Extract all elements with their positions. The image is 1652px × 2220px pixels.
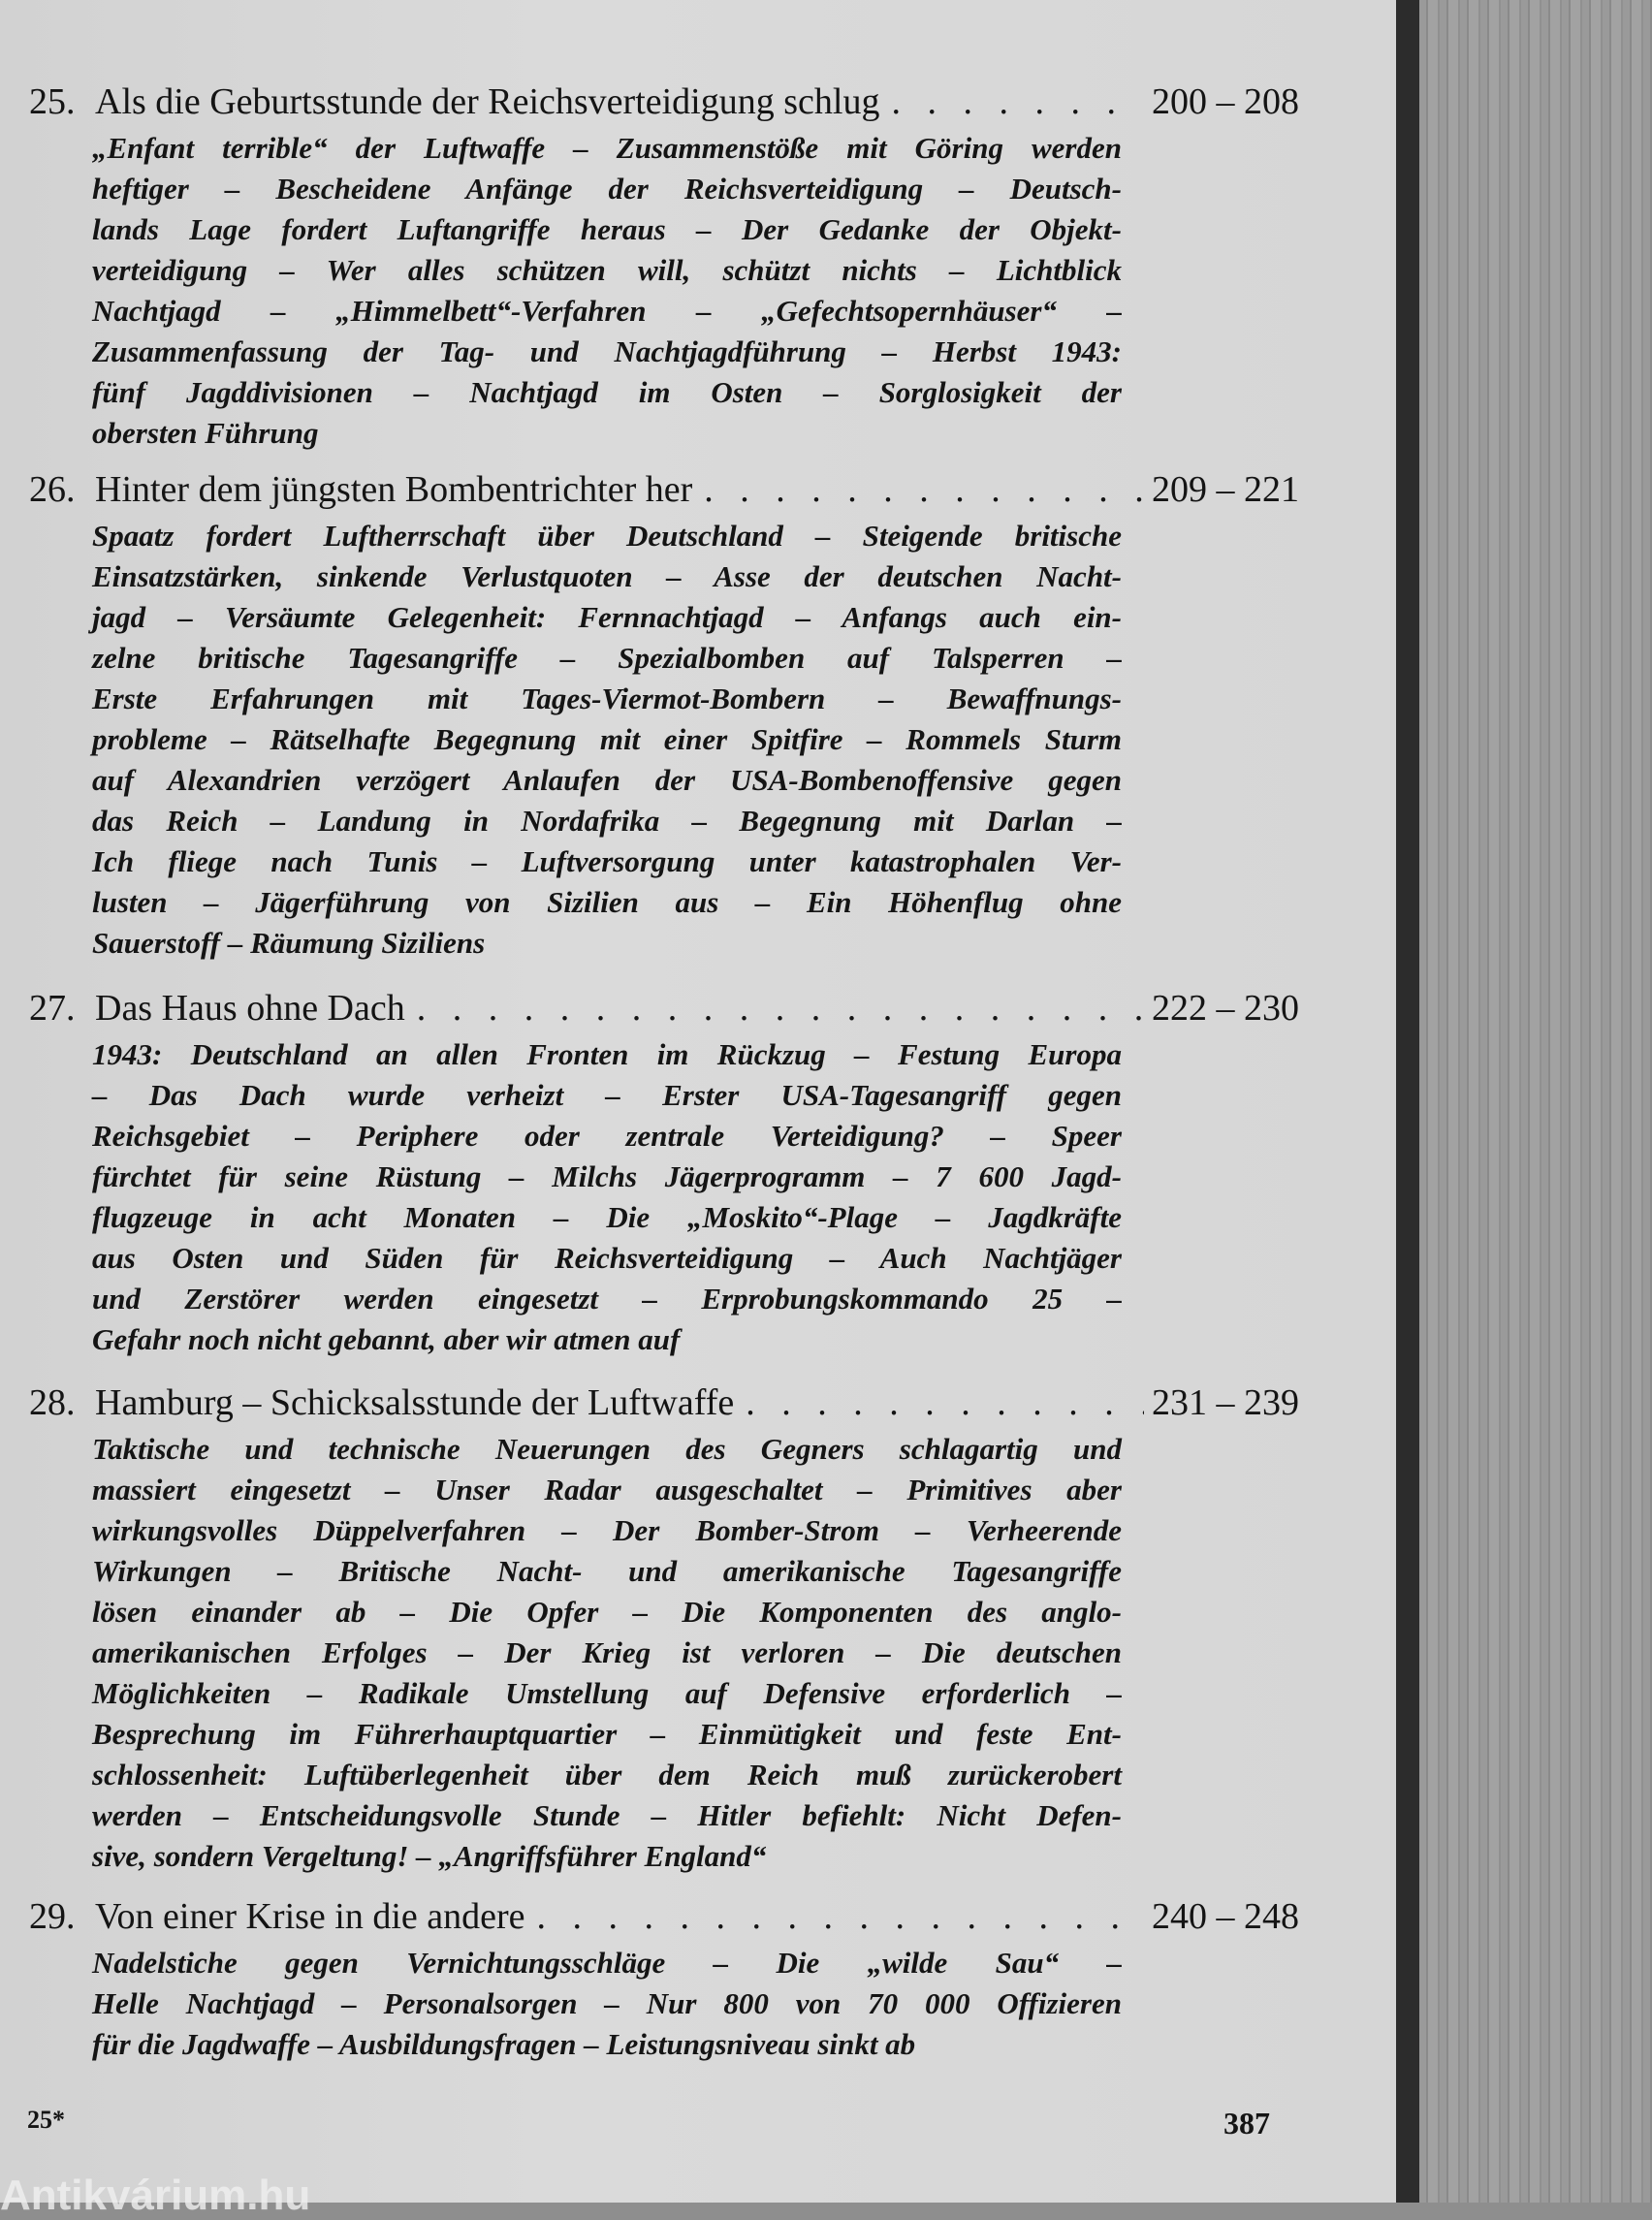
chapter-title: Hinter dem jüngsten Bombentrichter her <box>95 469 693 510</box>
summary-line: amerikanischen Erfolges – Der Krieg ist verloren – Die deutschen <box>92 1635 1122 1669</box>
summary-line: „Enfant terrible“ der Luftwaffe – Zusammenstöße mit Göring werden <box>92 131 1122 165</box>
summary-line: Nadelstiche gegen Vernichtungsschläge – Die „wilde Sau“ – <box>92 1946 1122 1980</box>
page-range: 209 – 221 <box>1152 469 1299 510</box>
chapter-number: 25. <box>29 81 76 122</box>
summary-line: Wirkungen – Britische Nacht- und amerikanische Tagesangriffe <box>92 1554 1122 1588</box>
summary-line: wirkungsvolles Düppelverfahren – Der Bomber-Strom – Verheerende <box>92 1513 1122 1547</box>
summary-line: Einsatzstärken, sinkende Verlustquoten – Asse der deutschen Nacht- <box>92 559 1122 593</box>
dot-leader <box>405 984 1144 1032</box>
summary-line: Zusammenfassung der Tag- und Nachtjagdführung – Herbst 1943: <box>92 334 1122 368</box>
chapter-number: 27. <box>29 988 76 1029</box>
entry-heading <box>0 1892 1299 1941</box>
dot-leader <box>525 1892 1144 1941</box>
chapter-number: 28. <box>29 1382 76 1423</box>
summary-line: werden – Entscheidungsvolle Stunde – Hitler befiehlt: Nicht Defen- <box>92 1798 1122 1832</box>
chapter-title: Als die Geburtsstunde der Reichsverteidigung schlug <box>95 81 880 122</box>
summary-line: und Zerstörer werden eingesetzt – Erprobungskommando 25 – <box>92 1282 1122 1316</box>
chapter-summary <box>92 1034 1122 1360</box>
watermark: Antikvárium.hu <box>0 2172 311 2219</box>
summary-line: lösen einander ab – Die Opfer – Die Komponenten des anglo- <box>92 1595 1122 1629</box>
summary-line: Taktische und technische Neuerungen des Gegners schlagartig und <box>92 1432 1122 1466</box>
summary-line: aus Osten und Süden für Reichsverteidigung – Auch Nachtjäger <box>92 1241 1122 1275</box>
entry-heading <box>0 465 1299 514</box>
entry-heading <box>0 984 1299 1032</box>
summary-line: flugzeuge in acht Monaten – Die „Moskito“-Plage – Jagdkräfte <box>92 1200 1122 1234</box>
chapter-title: Hamburg – Schicksalsstunde der Luftwaffe <box>95 1382 735 1423</box>
summary-line: Reichsgebiet – Periphere oder zentrale Verteidigung? – Speer <box>92 1119 1122 1153</box>
dot-leader <box>734 1379 1144 1427</box>
summary-line: für die Jagdwaffe – Ausbildungsfragen – Leistungsniveau sinkt ab <box>92 2027 916 2061</box>
page-range: 231 – 239 <box>1152 1382 1299 1423</box>
summary-line: zelne britische Tagesangriffe – Spezialbomben auf Talsperren – <box>92 641 1122 675</box>
signature-mark: 25* <box>27 2106 65 2134</box>
chapter-summary <box>92 1429 1122 1877</box>
chapter-title: Von einer Krise in die andere <box>95 1896 525 1937</box>
chapter-summary <box>92 516 1122 964</box>
summary-line: massiert eingesetzt – Unser Radar ausgeschaltet – Primitives aber <box>92 1473 1122 1506</box>
summary-line: schlossenheit: Luftüberlegenheit über dem Reich muß zurückerobert <box>92 1758 1122 1792</box>
summary-line: Möglichkeiten – Radikale Umstellung auf Defensive erforderlich – <box>92 1676 1122 1710</box>
entry-heading <box>0 1379 1299 1427</box>
page-range: 222 – 230 <box>1152 988 1299 1029</box>
summary-line: probleme – Rätselhafte Begegnung mit einer Spitfire – Rommels Sturm <box>92 722 1122 756</box>
background-surface <box>1419 0 1652 2203</box>
summary-line: das Reich – Landung in Nordafrika – Begegnung mit Darlan – <box>92 804 1122 838</box>
summary-line: Nachtjagd – „Himmelbett“-Verfahren – „Gefechtsopernhäuser“ – <box>92 294 1122 328</box>
dot-leader <box>879 78 1144 126</box>
summary-line: 1943: Deutschland an allen Fronten im Rückzug – Festung Europa <box>92 1037 1122 1071</box>
summary-line: obersten Führung <box>92 416 319 450</box>
page-number: 387 <box>1223 2106 1270 2141</box>
chapter-title: Das Haus ohne Dach <box>95 988 405 1029</box>
summary-line: lusten – Jägerführung von Sizilien aus – Ein Höhenflug ohne <box>92 885 1122 919</box>
summary-line: fünf Jagddivisionen – Nachtjagd im Osten – Sorglosigkeit der <box>92 375 1122 409</box>
dot-leader <box>692 465 1144 514</box>
summary-line: Besprechung im Führerhauptquartier – Einmütigkeit und feste Ent- <box>92 1717 1122 1751</box>
entry-heading <box>0 78 1299 126</box>
chapter-number: 26. <box>29 469 76 510</box>
summary-line: Spaatz fordert Luftherrschaft über Deutschland – Steigende britische <box>92 519 1122 553</box>
summary-line: Erste Erfahrungen mit Tages-Viermot-Bombern – Bewaffnungs- <box>92 682 1122 715</box>
summary-line: Helle Nachtjagd – Personalsorgen – Nur 800 von 70 000 Offizieren <box>92 1986 1122 2020</box>
summary-line: Gefahr noch nicht gebannt, aber wir atmen auf <box>92 1322 681 1356</box>
summary-line: sive, sondern Vergeltung! – „Angriffsführer England“ <box>92 1839 767 1873</box>
summary-line: fürchtet für seine Rüstung – Milchs Jägerprogramm – 7 600 Jagd- <box>92 1159 1122 1193</box>
summary-line: jagd – Versäumte Gelegenheit: Fernnachtjagd – Anfangs auch ein- <box>92 600 1122 634</box>
summary-line: heftiger – Bescheidene Anfänge der Reichsverteidigung – Deutsch- <box>92 172 1122 206</box>
chapter-summary <box>92 1943 1122 2065</box>
chapter-summary <box>92 128 1122 454</box>
page-range: 240 – 248 <box>1152 1896 1299 1937</box>
page-edge <box>1396 0 1419 2203</box>
summary-line: lands Lage fordert Luftangriffe heraus – Der Gedanke der Objekt- <box>92 212 1122 246</box>
summary-line: Sauerstoff – Räumung Siziliens <box>92 926 486 960</box>
summary-line: auf Alexandrien verzögert Anlaufen der USA-Bombenoffensive gegen <box>92 763 1122 797</box>
summary-line: – Das Dach wurde verheizt – Erster USA-Tagesangriff gegen <box>92 1078 1122 1112</box>
chapter-number: 29. <box>29 1896 76 1937</box>
summary-line: Ich fliege nach Tunis – Luftversorgung unter katastrophalen Ver- <box>92 844 1122 878</box>
page-range: 200 – 208 <box>1152 81 1299 122</box>
summary-line: verteidigung – Wer alles schützen will, schützt nichts – Lichtblick <box>92 253 1122 287</box>
